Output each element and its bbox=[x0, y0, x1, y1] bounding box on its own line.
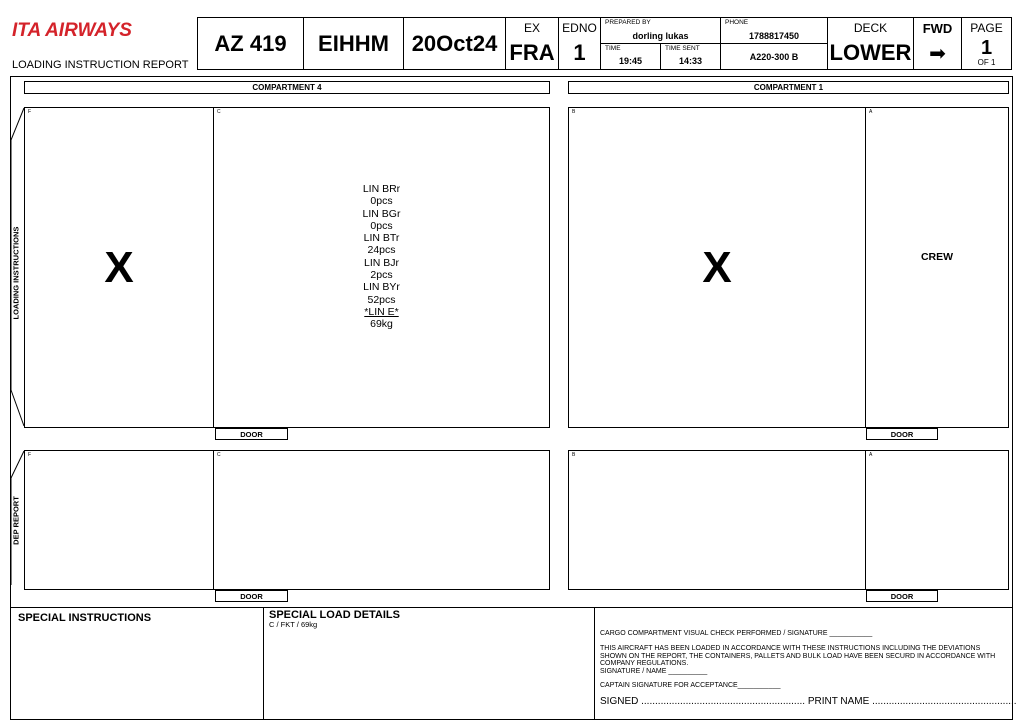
divider bbox=[263, 607, 264, 720]
deck-label: DECK bbox=[853, 21, 888, 35]
compartment-1-title: COMPARTMENT 1 bbox=[753, 83, 824, 92]
load-line: 52pcs bbox=[367, 293, 396, 306]
phone-label: PHONE bbox=[725, 19, 749, 26]
fwd-cell bbox=[913, 17, 962, 70]
compartment-1-header bbox=[568, 81, 1009, 94]
forward-arrow-icon: ➡ bbox=[929, 43, 946, 65]
door-label: DOOR bbox=[866, 428, 938, 440]
crew-label: CREW bbox=[920, 251, 954, 263]
prepared-by-value: dorling lukas bbox=[632, 31, 689, 41]
dep-report-side-label: DEP REPORT bbox=[11, 496, 21, 545]
position-c-loading bbox=[213, 107, 550, 428]
edno-cell bbox=[558, 17, 601, 70]
page-label: PAGE bbox=[970, 21, 1003, 35]
registration: EIHHM bbox=[318, 30, 389, 56]
special-load-title: SPECIAL LOAD DETAILS bbox=[269, 609, 400, 621]
ex-label: EX bbox=[523, 21, 540, 35]
phone-cell bbox=[720, 17, 828, 44]
report-title: LOADING INSTRUCTION REPORT bbox=[12, 59, 189, 71]
phone-value: 1788817450 bbox=[748, 31, 800, 41]
airline-logo: ITA AIRWAYS bbox=[12, 20, 132, 41]
door-label: DOOR bbox=[215, 590, 288, 602]
compartment-4-header bbox=[24, 81, 550, 94]
load-line: LIN BTr bbox=[363, 232, 400, 245]
position-c-dep bbox=[213, 450, 550, 590]
loading-statement: THIS AIRCRAFT HAS BEEN LOADED IN ACCORDANCE WITH THESE INSTRUCTIONS INCLUDING THE DEVIATIONS SHOWN ON THE REPORT, THE CONTAINERS, PALLETS AND BULK LOAD HAVE BEEN SECURD IN ACCORDANCE WITH COMPANY REGULATIONS. bbox=[600, 645, 996, 667]
load-line: 0pcs bbox=[370, 195, 393, 208]
position-c-label: C bbox=[217, 109, 221, 115]
blocked-x-mark: X bbox=[104, 242, 134, 292]
divider bbox=[594, 607, 595, 720]
position-c-label: C bbox=[217, 452, 221, 458]
position-f-dep bbox=[24, 450, 214, 590]
page-value: 1 bbox=[980, 37, 993, 59]
date-cell bbox=[403, 17, 506, 70]
captain-signature-line: CAPTAIN SIGNATURE FOR ACCEPTANCE___________ bbox=[600, 682, 781, 689]
fwd-label: FWD bbox=[922, 21, 953, 36]
flight-date: 20Oct24 bbox=[411, 30, 498, 56]
time-label: TIME bbox=[605, 45, 621, 52]
time-value: 19:45 bbox=[618, 56, 643, 66]
position-b-dep bbox=[568, 450, 866, 590]
divider bbox=[10, 607, 1013, 608]
ex-cell bbox=[505, 17, 559, 70]
blocked-x-mark: X bbox=[702, 242, 732, 292]
signed-print-name-line: SIGNED ........................................................... PRINT NAME .................................................... bbox=[600, 696, 1017, 707]
time-cell bbox=[600, 43, 661, 70]
edno-label: EDNO bbox=[562, 21, 597, 35]
load-line: 0pcs bbox=[370, 219, 393, 232]
time-sent-value: 14:33 bbox=[678, 56, 703, 66]
position-a-label: A bbox=[869, 452, 873, 458]
ex-value: FRA bbox=[509, 40, 555, 65]
load-line: *LIN E* bbox=[364, 305, 399, 318]
door-label: DOOR bbox=[215, 428, 288, 440]
load-line: LIN BGr bbox=[362, 207, 401, 220]
position-f-label: F bbox=[28, 452, 32, 458]
position-f-loading bbox=[24, 107, 214, 428]
page-cell bbox=[961, 17, 1012, 70]
position-a-label: A bbox=[869, 109, 873, 115]
position-b-label: B bbox=[572, 109, 576, 115]
load-line: LIN BYr bbox=[363, 281, 400, 294]
page-of: OF 1 bbox=[977, 58, 996, 67]
time-sent-cell bbox=[660, 43, 721, 70]
special-instructions-title: SPECIAL INSTRUCTIONS bbox=[18, 612, 152, 624]
loading-instructions-side-label: LOADING INSTRUCTIONS bbox=[11, 226, 21, 320]
registration-cell bbox=[303, 17, 404, 70]
flight-number-cell bbox=[197, 17, 304, 70]
signature-name-line: SIGNATURE / NAME __________ bbox=[600, 668, 708, 675]
load-line: LIN BRr bbox=[362, 183, 401, 195]
compartment-4-title: COMPARTMENT 4 bbox=[252, 83, 322, 92]
position-b-loading bbox=[568, 107, 866, 428]
prepared-by-label: PREPARED BY bbox=[605, 19, 651, 26]
door-label: DOOR bbox=[866, 590, 938, 602]
deck-value: LOWER bbox=[829, 40, 912, 65]
position-f-label: F bbox=[28, 109, 32, 115]
prepared-by-cell bbox=[600, 17, 721, 44]
deck-cell bbox=[827, 17, 914, 70]
edno-value: 1 bbox=[573, 40, 586, 65]
time-sent-label: TIME SENT bbox=[665, 45, 700, 52]
load-line: 69kg bbox=[370, 318, 393, 331]
load-line: 24pcs bbox=[367, 244, 396, 257]
cargo-check-line: CARGO COMPARTMENT VISUAL CHECK PERFORMED / SIGNATURE ___________ bbox=[600, 630, 873, 637]
aircraft-type-cell bbox=[720, 43, 828, 70]
special-load-value: C / FKT / 69kg bbox=[269, 620, 318, 629]
position-a-dep bbox=[865, 450, 1009, 590]
position-b-label: B bbox=[572, 452, 576, 458]
position-a-loading bbox=[865, 107, 1009, 428]
load-line: 2pcs bbox=[370, 269, 393, 282]
aircraft-type: A220-300 B bbox=[749, 51, 799, 62]
load-list bbox=[214, 183, 549, 331]
flight-number: AZ 419 bbox=[214, 30, 287, 56]
load-line: LIN BJr bbox=[363, 256, 399, 269]
